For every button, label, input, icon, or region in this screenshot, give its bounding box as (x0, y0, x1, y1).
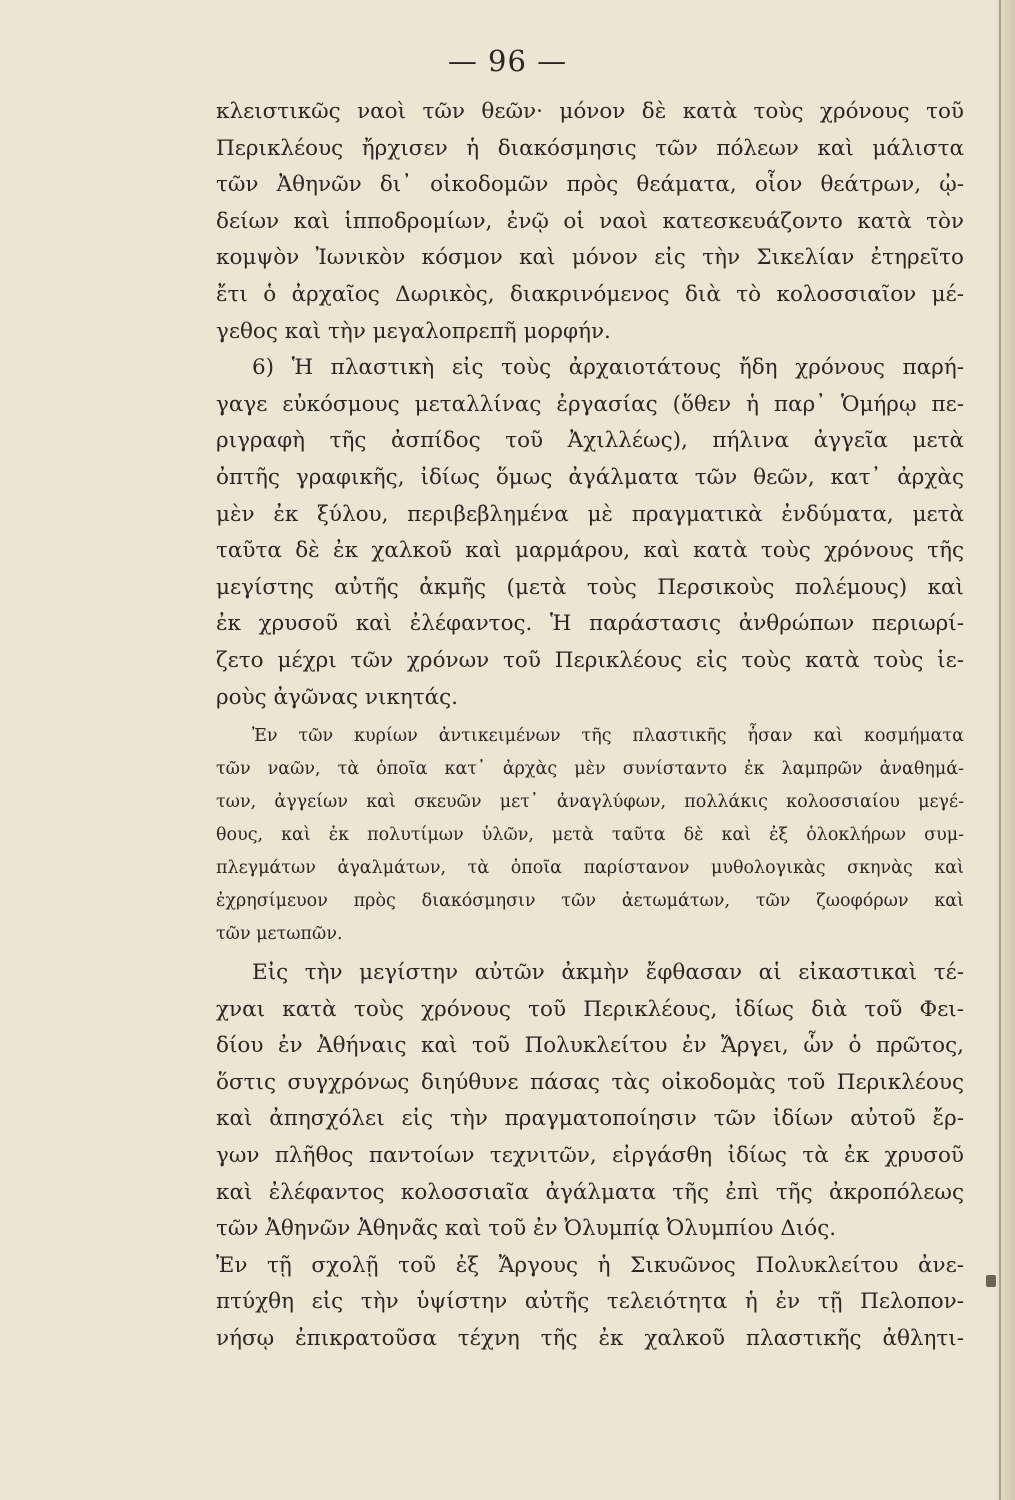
margin-mark (986, 1275, 996, 1287)
text-line: γων πλῆθος παντοίων τεχνιτῶν, εἰργάσθη ἰδίως τὰ ἐκ χρυσοῦ (216, 1143, 964, 1169)
text-line: ταῦτα δὲ ἐκ χαλκοῦ καὶ μαρμάρου, καὶ κατὰ τοὺς χρόνους τῆς (216, 538, 964, 564)
text-line: 6) Ἡ πλαστικὴ εἰς τοὺς ἀρχαιοτάτους ἤδη χρόνους παρή- (252, 355, 964, 381)
text-line: γαγε εὐκόσμους μεταλλίνας ἐργασίας (ὅθεν ἡ παρ᾽ Ὁμήρῳ πε- (216, 391, 964, 417)
text-line: καὶ ἐλέφαντος κολοσσιαῖα ἀγάλματα τῆς ἐπὶ τῆς ἀκροπόλεως (216, 1179, 964, 1205)
paragraph-1 (216, 94, 964, 350)
text-line: τῶν Ἀθηνῶν δι᾽ οἰκοδομῶν πρὸς θεάματα, οἷον θεάτρων, ᾠ- (216, 172, 964, 198)
page-body (216, 94, 964, 1358)
text-line: κλειστικῶς ναοὶ τῶν θεῶν· μόνον δὲ κατὰ τοὺς χρόνους τοῦ (216, 99, 964, 124)
paragraph-2 (216, 350, 964, 716)
paragraph-3 (216, 955, 964, 1358)
text-line: πτύχθη εἰς τὴν ὑψίστην αὐτῆς τελειότητα ἡ ἐν τῇ Πελοπον- (216, 1289, 964, 1315)
text-line: ἐκ χρυσοῦ καὶ ἐλέφαντος. Ἡ παράστασις ἀνθρώπων περιωρί- (216, 611, 964, 637)
text-line: γεθος καὶ τὴν μεγαλοπρεπῆ μορφήν. (216, 318, 611, 344)
text-line: ὀπτῆς γραφικῆς, ἰδίως ὅμως ἀγάλματα τῶν θεῶν, κατ᾽ ἀρχὰς (216, 464, 964, 490)
text-line: μὲν ἐκ ξύλου, περιβεβλημένα μὲ πραγματικὰ ἐνδύματα, μετὰ (216, 501, 964, 527)
page-number: — 96 — (447, 44, 568, 78)
text-line: ἐχρησίμευον πρὸς διακόσμησιν τῶν ἀετωμάτων, τῶν ζωοφόρων καὶ (216, 891, 964, 912)
text-line: Ἐν τῶν κυρίων ἀντικειμένων τῆς πλαστικῆς ἦσαν καὶ κοσμήματα (252, 726, 964, 747)
text-line: των, ἀγγείων καὶ σκευῶν μετ᾽ ἀναγλύφων, πολλάκις κολοσσιαίου μεγέ- (216, 792, 964, 813)
text-line: Ἐν τῇ σχολῇ τοῦ ἐξ Ἄργους ἡ Σικυῶνος Πολυκλείτου ἀνε- (216, 1252, 964, 1278)
text-line: πλεγμάτων ἀγαλμάτων, τὰ ὁποῖα παρίστανον μυθολογικὰς σκηνὰς καὶ (216, 858, 964, 879)
text-line: τῶν ναῶν, τὰ ὁποῖα κατ᾽ ἀρχὰς μὲν συνίσταντο ἐκ λαμπρῶν ἀναθημά- (216, 759, 964, 780)
text-line: Περικλέους ἤρχισεν ἡ διακόσμησις τῶν πόλεων καὶ μάλιστα (216, 135, 964, 161)
text-line: δίου ἐν Ἀθήναις καὶ τοῦ Πολυκλείτου ἐν Ἄργει, ὧν ὁ πρῶτος, (216, 1033, 964, 1059)
text-line: Εἰς τὴν μεγίστην αὐτῶν ἀκμὴν ἔφθασαν αἱ εἰκαστικαὶ τέ- (252, 960, 964, 986)
text-line: ριγραφὴ τῆς ἀσπίδος τοῦ Ἀχιλλέως), πήλινα ἀγγεῖα μετὰ (216, 428, 964, 454)
text-line: ὅστις συγχρόνως διηύθυνε πάσας τὰς οἰκοδομὰς τοῦ Περικλέους (216, 1069, 964, 1095)
text-line: ροὺς ἀγῶνας νικητάς. (216, 684, 459, 710)
text-line: τῶν μετωπῶν. (216, 924, 343, 945)
text-line: μεγίστης αὐτῆς ἀκμῆς (μετὰ τοὺς Περσικοὺς πολέμους) καὶ (216, 574, 964, 600)
text-line: ζετο μέχρι τῶν χρόνων τοῦ Περικλέους εἰς τοὺς κατὰ τοὺς ἱε- (216, 647, 964, 673)
text-line: καὶ ἀπησχόλει εἰς τὴν πραγματοποίησιν τῶν ἰδίων αὐτοῦ ἔρ- (216, 1106, 964, 1132)
text-line: χναι κατὰ τοὺς χρόνους τοῦ Περικλέους, ἰδίως διὰ τοῦ Φει- (216, 996, 964, 1022)
text-line: δείων καὶ ἱπποδρομίων, ἐνῷ οἱ ναοὶ κατεσκευάζοντο κατὰ τὸν (216, 208, 964, 234)
text-line: κομψὸν Ἰωνικὸν κόσμον καὶ μόνον εἰς τὴν Σικελίαν ἐτηρεῖτο (216, 245, 964, 271)
text-line: τῶν Ἀθηνῶν Ἀθηνᾶς καὶ τοῦ ἐν Ὀλυμπίᾳ Ὀλυμπίου Διός. (216, 1216, 837, 1242)
page-edge-line (999, 0, 1001, 1500)
text-line: νήσῳ ἐπικρατοῦσα τέχνη τῆς ἐκ χαλκοῦ πλαστικῆς ἀθλητι- (216, 1326, 964, 1352)
text-line: θους, καὶ ἐκ πολυτίμων ὑλῶν, μετὰ ταῦτα δὲ καὶ ἐξ ὁλοκλήρων συμ- (216, 825, 964, 846)
text-line: ἔτι ὁ ἀρχαῖος Δωρικὸς, διακρινόμενος διὰ τὸ κολοσσιαῖον μέ- (216, 281, 964, 307)
paragraph-small-print (216, 720, 964, 951)
